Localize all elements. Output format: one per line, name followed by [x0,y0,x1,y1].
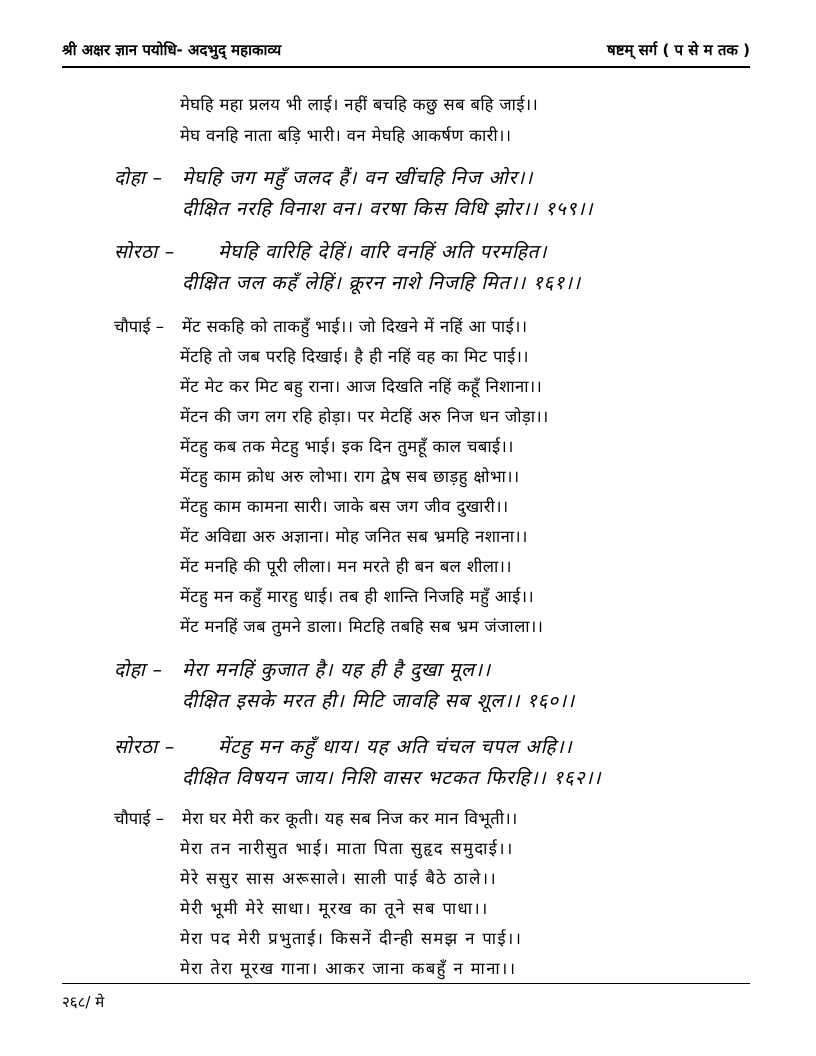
verse-line: मेघहि महा प्रलय भी लाई। नहीं बचहि कछु सब बहि जाई।। [180,95,539,114]
header-chapter-title: षष्टम् सर्ग ( प से म तक ) [607,41,750,59]
doha-line: मेरा मनहिं कुजात है। यह ही है दुखा मूल।। [182,659,491,681]
verse-line: मेरा पद मेरी प्रभुताई। किसनें दीन्ही समझ न पाई।। [180,929,523,948]
verse-line: मेंटहु काम क्रोध अरु लोभा। राग द्वेष सब छाड़हु क्षोभा।। [180,467,520,486]
chaupai-label: चौपाई – [114,317,164,336]
sortha-label: सोरठा – [114,241,176,263]
header-rule [62,66,750,68]
sortha-line: मेघहि वारिहि देहिं। वारि वनहिं अति परमहित। [218,241,548,263]
doha-line: दीक्षित इसके मरत ही। मिटि जावहि सब शूल।। १६०।। [182,690,575,712]
verse-line: मेरे ससुर सास अरूसाले। साली पाई बैठे ठाले।। [180,869,498,888]
verse-line: मेरा तन नारीसुत भाई। माता पिता सुहृद समुदाई।। [180,839,514,858]
sortha-line: दीक्षित जल कहँ लेहिं। क्रूरन नाशे निजहि मित।। १६१।। [182,272,581,294]
verse-line: मेंट अविद्या अरु अज्ञाना। मोह जनित सब भ्रमहि नशाना।। [180,527,528,546]
header-book-title: श्री अक्षर ज्ञान पयोधि- अदभुद् महाकाव्य [62,41,282,59]
doha-label: दोहा – [114,659,163,681]
doha-line: दीक्षित नरहि विनाश वन। वरषा किस विधि झोर।। १५९।। [182,198,594,220]
verse-line: मेरा घर मेरी कर कूती। यह सब निज कर मान विभूती।। [182,809,518,828]
doha-label: दोहा – [114,167,163,189]
verse-line: मेंटन की जग लग रहि होड़ा। पर मेटहिं अरु निज धन जोड़ा।। [180,407,549,426]
verse-line: मेंट मनहि की पूरी लीला। मन मरते ही बन बल शीला।। [180,557,512,576]
verse-line: मेंटहु मन कहुँ मारहु धाई। तब ही शान्ति निजहि महुँ आई।। [180,587,535,606]
chaupai-label: चौपाई – [114,809,164,828]
verse-line: मेंटहि तो जब परहि दिखाई। है ही नहिं वह का मिट पाई।। [180,347,529,366]
verse-line: मेंटहु काम कामना सारी। जाके बस जग जीव दुखारी।। [180,497,509,516]
sortha-label: सोरठा – [114,736,176,758]
verse-line: मेरी भूमी मेरे साधा। मूरख का तूने सब पाधा।। [180,899,489,918]
page-number: २६८/ मे [62,993,105,1011]
verse-line: मेंट सकहि को ताकहुँ भाई।। जो दिखने में नहिं आ पाई।। [182,317,528,336]
verse-line: मेंट मेट कर मिट बहु राना। आज दिखति नहिं कहूँ निशाना।। [180,377,543,396]
verse-line: मेंट मनहिं जब तुमने डाला। मिटहि तबहि सब भ्रम जंजाला।। [180,617,544,636]
sortha-line: दीक्षित विषयन जाय। निशि वासर भटकत फिरहि।। १६२।। [182,767,602,789]
verse-line: मेघ वनहि नाता बड़ि भारी। वन मेघहि आकर्षण कारी।। [180,126,512,145]
verse-line: मेरा तेरा मूरख गाना। आकर जाना कबहुँ न माना।। [180,959,517,978]
footer-rule [62,983,750,984]
sortha-line: मेंटहु मन कहुँ धाय। यह अति चंचल चपल अहि।। [218,736,573,758]
doha-line: मेघहि जग महुँ जलद हैं। वन खींचहि निज ओर।। [182,167,534,189]
verse-line: मेंटहु कब तक मेटहु भाई। इक दिन तुमहूँ काल चबाई।। [180,437,514,456]
